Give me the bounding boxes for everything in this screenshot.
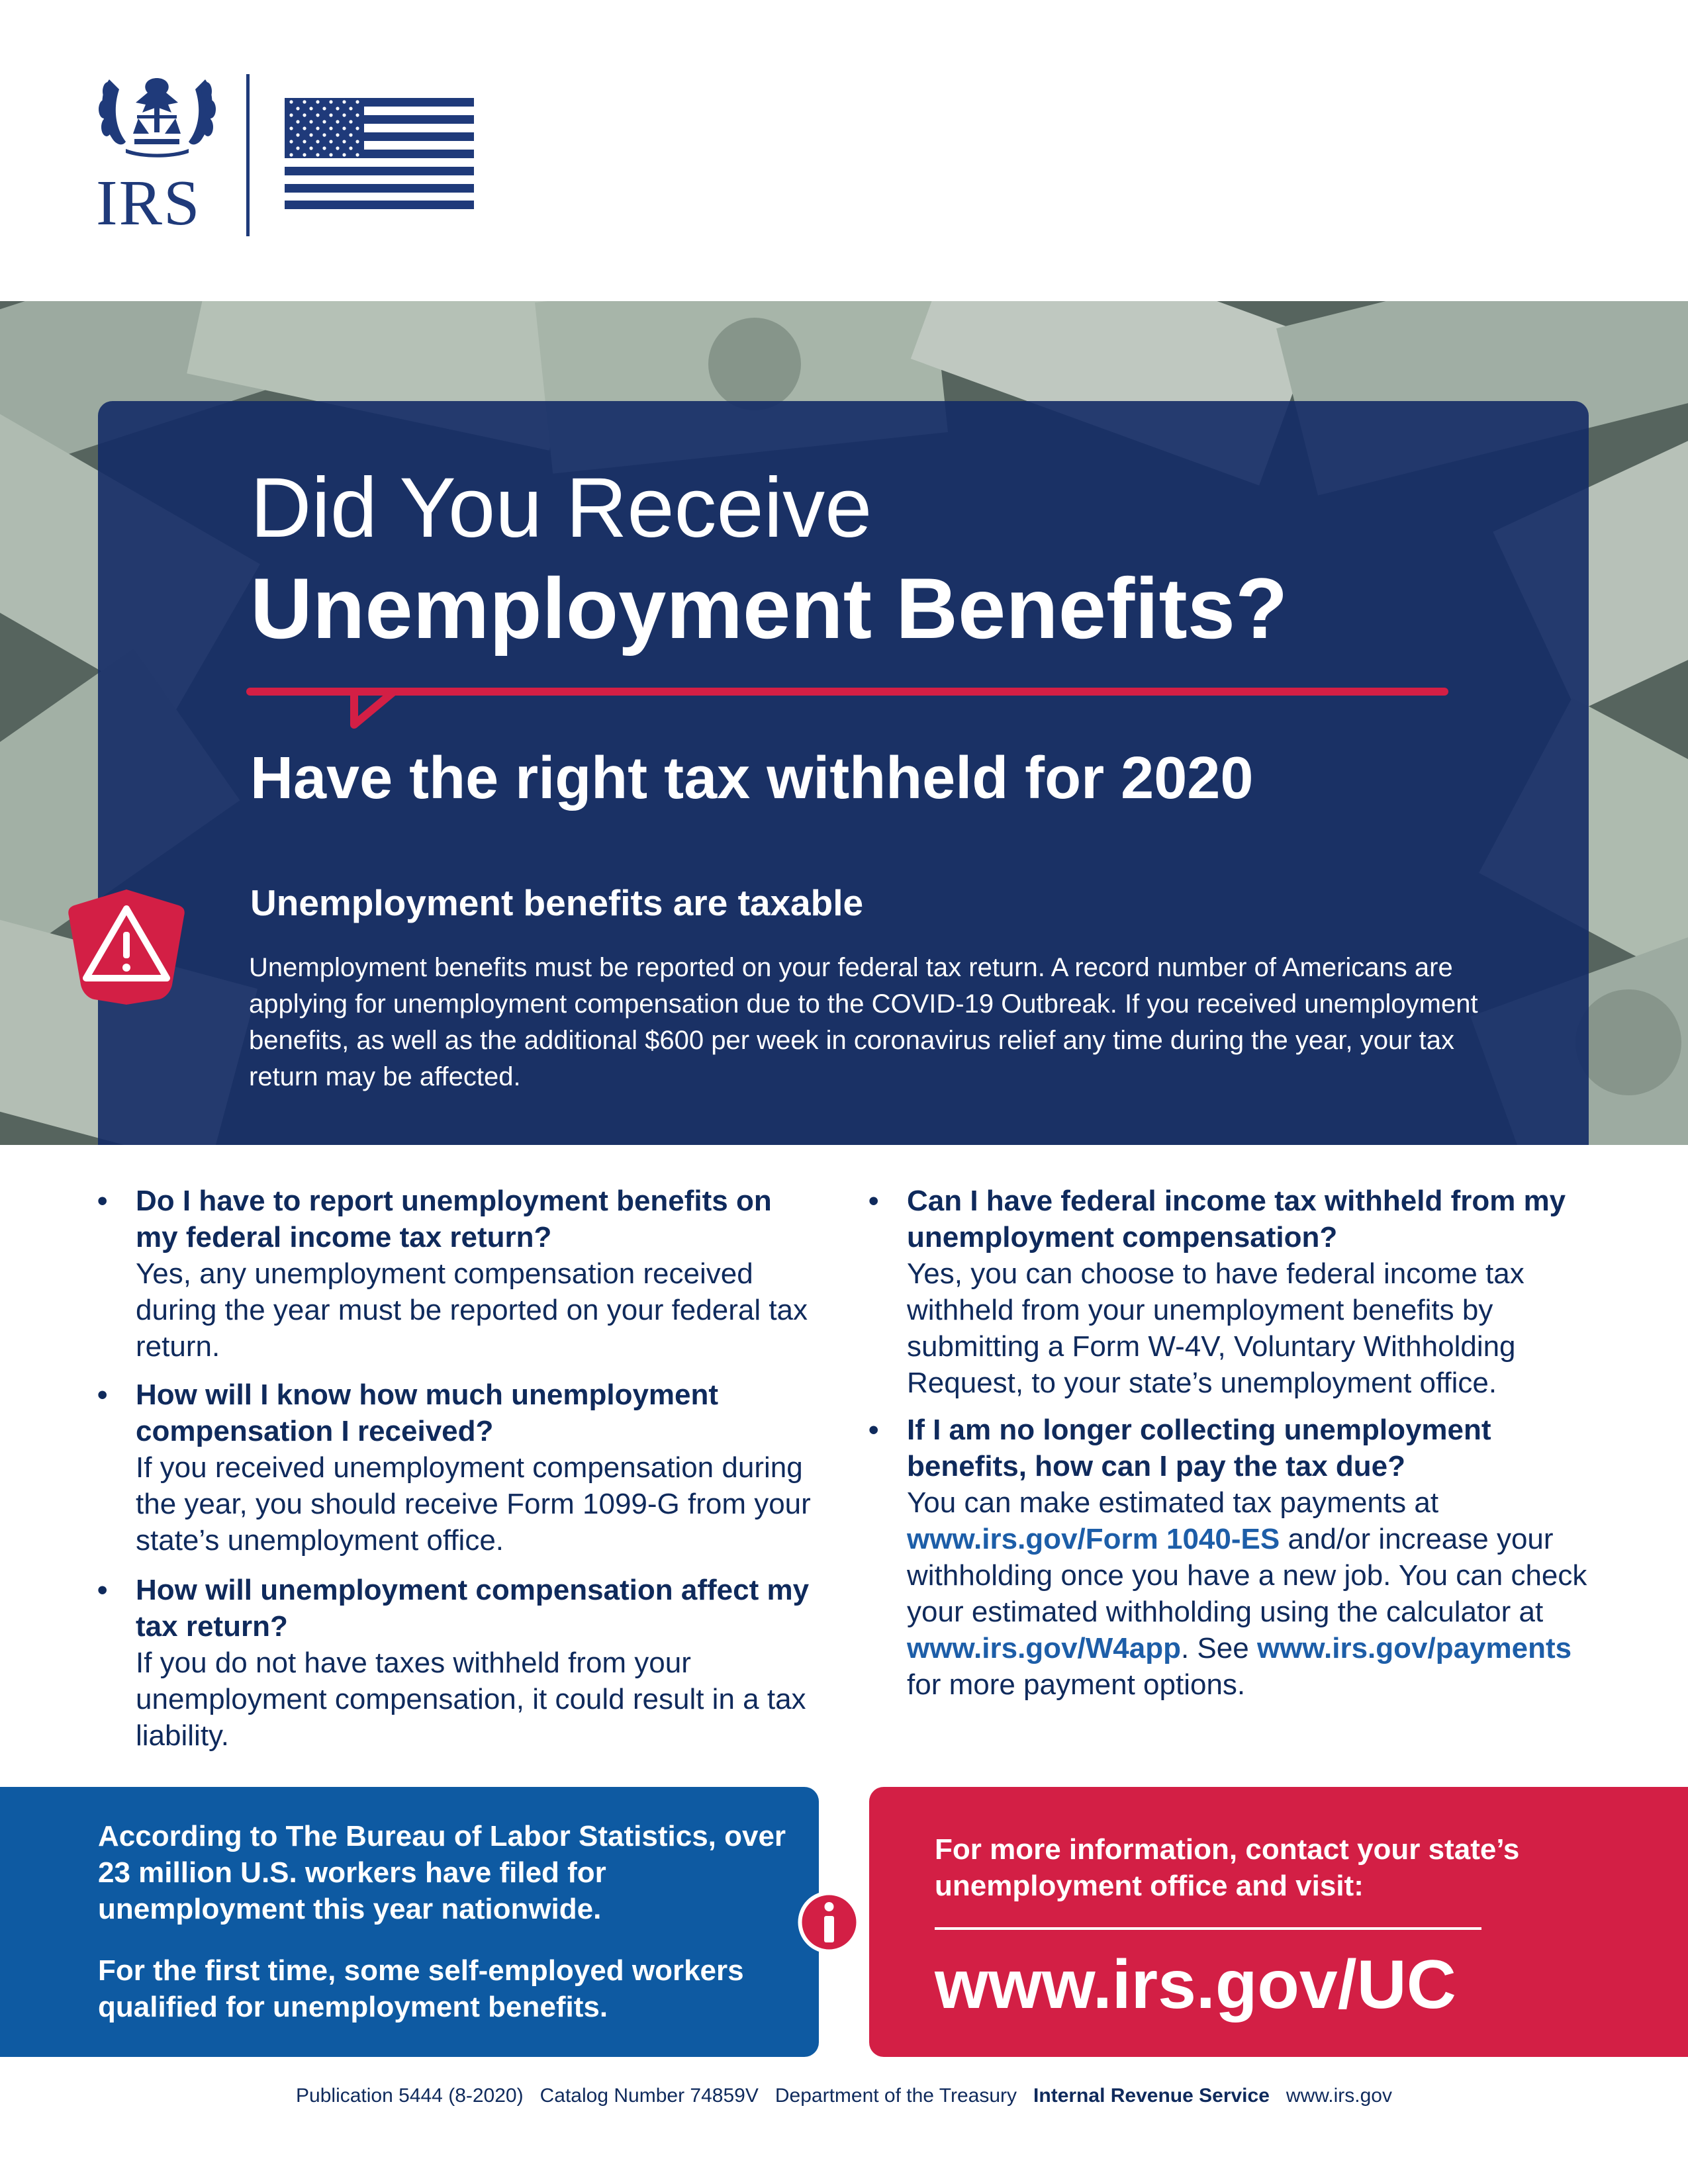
department: Department of the Treasury [774,2085,1017,2107]
catalog-number: Catalog Number 74859V [539,2085,759,2107]
qa-item [868,1412,1589,1703]
qa-item [97,1572,818,1754]
irs-logo-text: IRS [96,167,201,239]
bullet: • [97,1185,108,1217]
subtitle: Have the right tax withheld for 2020 [250,745,1254,811]
agency: Internal Revenue Service [1033,2085,1270,2107]
bullet: • [97,1379,108,1411]
info-icon [798,1891,861,1954]
qa-answer: If you do not have taxes withheld from your unemployment compensation, it could result in a tax liability. [136,1647,806,1752]
qa-answer: Yes, any unemployment compensation received during the year must be reported on your federal tax return. [136,1257,808,1363]
warning-triangle-icon [66,886,187,1007]
answer-text: for more payment options. [907,1668,1246,1701]
qa-answer: If you received unemployment compensation during the year, you should receive Form 1099-G from your state’s unemployment office. [136,1451,811,1557]
answer-text: . See [1180,1632,1257,1664]
link-form-1040-es[interactable]: www.irs.gov/Form 1040-ES [907,1523,1280,1555]
footer [0,2085,1688,2107]
website-link[interactable]: www.irs.gov [1286,2085,1392,2107]
link-payments[interactable]: www.irs.gov/payments [1256,1632,1572,1664]
answer-text: and/or increase your withholding once you have a new job. You can check your estimated withholding using the calculator at [907,1523,1587,1628]
qa-question: Do I have to report unemployment benefits on my federal income tax return? [136,1185,772,1253]
qa-item [868,1183,1589,1401]
irs-eagle-seal-icon [96,73,218,158]
taxable-body: Unemployment benefits must be reported on your federal tax return. A record number of Americans are applying for unemployment compensation due to the COVID-19 Outbreak. If you received unemployment benefits, as well as the additional $600 per week in coronavirus relief any time during the year, your tax return may be affected. [249,953,1478,1091]
qa-question: If I am no longer collecting unemployment benefits, how can I pay the tax due? [907,1414,1491,1482]
answer-text: You can make estimated tax payments at [907,1486,1439,1519]
qa-question: How will I know how much unemployment compensation I received? [136,1379,719,1447]
qa-item [97,1183,818,1365]
bullet: • [868,1414,879,1446]
bullet: • [868,1185,879,1217]
irs-uc-link[interactable]: www.irs.gov/UC [935,1946,1456,2023]
qa-answer [907,1484,1589,1703]
more-info-text: For more information, contact your state’s unemployment office and visit: [935,1833,1520,1902]
logo-divider [246,74,250,236]
speech-underline [245,678,1450,731]
publication-number: Publication 5444 (8-2020) [296,2085,524,2107]
link-w4app[interactable]: www.irs.gov/W4app [907,1632,1181,1664]
more-info-divider [935,1927,1481,1930]
qa-item [97,1377,818,1559]
taxable-heading: Unemployment benefits are taxable [250,882,864,923]
bullet: • [97,1574,108,1606]
title-line-2: Unemployment Benefits? [250,560,1288,657]
qa-answer: Yes, you can choose to have federal income tax withheld from your unemployment benefits by submitting a Form W-4V, Voluntary Withholding Request, to your state’s unemployment office. [907,1257,1524,1399]
self-employed-text: For the first time, some self-employed workers qualified for unemployment benefits. [98,1954,744,2023]
qa-question: Can I have federal income tax withheld from my unemployment compensation? [907,1185,1566,1253]
title-line-1: Did You Receive [250,461,872,555]
qa-question: How will unemployment compensation affect my tax return? [136,1574,810,1643]
us-flag-icon [285,98,474,209]
statistics-text: According to The Bureau of Labor Statistics, over 23 million U.S. workers have filed for unemployment this year nationwide. [98,1820,786,1925]
